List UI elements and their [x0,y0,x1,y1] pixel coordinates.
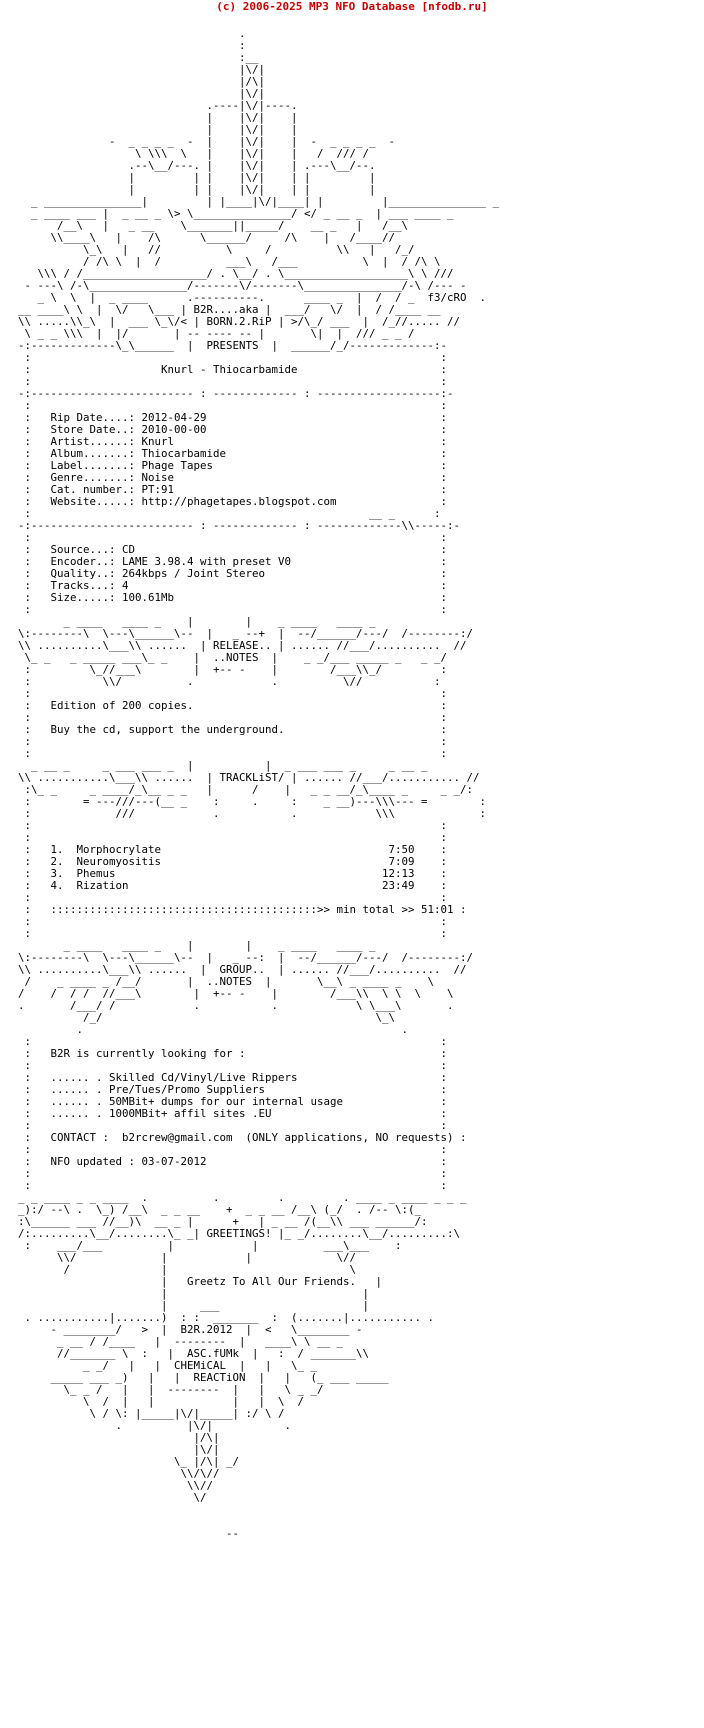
copyright-banner: (c) 2006-2025 MP3 NFO Database [nfodb.ru] [216,0,488,13]
nfo-ascii-document: . : :__ |\/| |/\| |\/| .----|\/|----. | |\/| | | |\/| | - _ _ _ _ - | |\/| | - _ _ _ _ - \ \\\ \ | |\/| | / /// / .--\__/---. | |\/| | .---\__/--. | | | |\/| | | | | | | |\/| | | | _ _______________| | |____|\/|____| | |_______________ _ _ ____ ___ | _ __ _ \> \_______________/ </ _ __ _ | ___ ____ _ /__\ | _ __ \_______||_____/ __ _ | /__\ \\____\ | /\ \______/ /\ | /____// \_\ | // \ / \\ | /_/ / /\ \ | / ___\ /___ \ | / /\ \ \\\ / /___________________/ . \__/ . \___________________\ \ /// - ---\ /-\_______________/-------\/-------\_______________/-\ /--- - _ \ \ | _ ____ .----------. ____ _ | / / _ f3/cRO . __ ____\ \ | \/ \___ | B2R....aka | ___/ \/ | / /____ __ \\ .....\\_\ | ___ \_\/< | BORN.2.RiP | >/\_/ ___ | /_//..... // \ _ _ \\\ | |/ | -- ---- -- | \| | /// _ _ / -:-------------\_\______ | PRESENTS | ______/_/-------------:- : : : Knurl - Thiocarbamide : : : -:------------------------- : ------------- : -------------------:- : : : Rip Date....: 2012-04-29 : : Store Date..: 2010-00-00 : : Artist......: Knurl : : Album.......: Thiocarbamide : : Label.......: Phage Tapes : : Genre.......: Noise : : Cat. number.: PT:91 : : Website.....: http://phagetapes.blogspot.com : : __ _ : -:------------------------- : ------------- : -------------\\-----:- : : : Source...: CD : : Encoder..: LAME 3.98.4 with preset V0 : : Quality..: 264kbps / Joint Stereo : : Tracks...: 4 : : Size.....: 100.61Mb : : : _ ____ ____ _ | | _ ____ ____ _ \:--------\ \---\______\-- | _ --+ | --/______/---/ /--------:/ \\ ..........\___\\ ...... | RELEASE.. | ...... //___/.......... // \_ _ _ _____ ___\_ _ | ..NOTES | _ _/___ _____ _ _ _/ : \_//___\ | +-- - | /___\\_/ : : \\/ . . \// : : : : Edition of 200 copies. : : : : Buy the cd, support the underground. : : : : : _ __ _ _ ___ ___ _ | | _ ___ ___ _ _ __ _ \\ ...........\___\\ ...... | TRACKLiST/ | ...... //___/........... // :\_ _ _ ____/_\__ _ _ | / | _ _ __/_\____ _ _ _/: : = ---///---(__ _ : . : _ __)---\\\--- = : : /// . . \\\ : : : : : : 1. Morphocrylate 7:50 : : 2. Neuromyositis 7:09 : : 3. Phemus 12:13 : : 4. Rization 23:49 : : : : :::::::::::::::::::::::::::::::::::::::::>> min total >> 51:01 : : : : : _ ____ ____ _ | | _ ____ ____ _ \:--------\ \---\______\-- | _ --: | --/______/---/ /--------:/ \\ ..........\___\\ ...... | GROUP.. | ...... //___/.......... // / _ ____ _ /__/ | ..NOTES | \__\ _ ____ _ \ / / / / //___\ | +-- - | /___\\ \ \ \ \ . /___/ / . . \ \___\ . /_/ \_\ . . : : : B2R is currently looking for : : : : : ...... . Skilled Cd/Vinyl/Live Rippers : : ...... . Pre/Tues/Promo Suppliers : : ...... . 50MBit+ dumps for our internal usage : : ...... . 1000MBit+ affil sites .EU : : : : CONTACT : b2rcrew@gmail.com (ONLY applications, NO requests) : : : : NFO updated : 03-07-2012 : : : : : _ _ ____ _ _ ____ . . . . ____ _ ____ _ _ _ _):/ --\ . \_) /__\ _ _ __ + _ _ __ /__\ (_/ . /-- \:(_ :\______ ___ //__)\ __ _ | + | _ __ /(__\\ ___ ______/: /:.........\__/........\_ _| GREETINGS! |_ _/........\__/.........:\ : ___/___ | | ___\___ : \\/ | | \// / | \ | Greetz To All Our Friends. | | | | ___ | . ...........|.......) : : _______ : (.......|........... . - ________/ > | B2R.2012 | < \________ - _ __ / /____ | -------- | ____\ \ __ _ //_______ \ : | ASC.fUMk | : / _______\\ _ _/ | | CHEMiCAL | | \_ _ _____ ___ _) | | REACTiON | | (_ ___ _____ \_ _ / | | -------- | | \ _ _/ \ / | | | | \ / \ / \: |_____|\/|_____| :/ \ / . |\/| . |/\| |\/| \_ |/\| _/ \\/\// \\// \/ -- [18,27,500,1540]
